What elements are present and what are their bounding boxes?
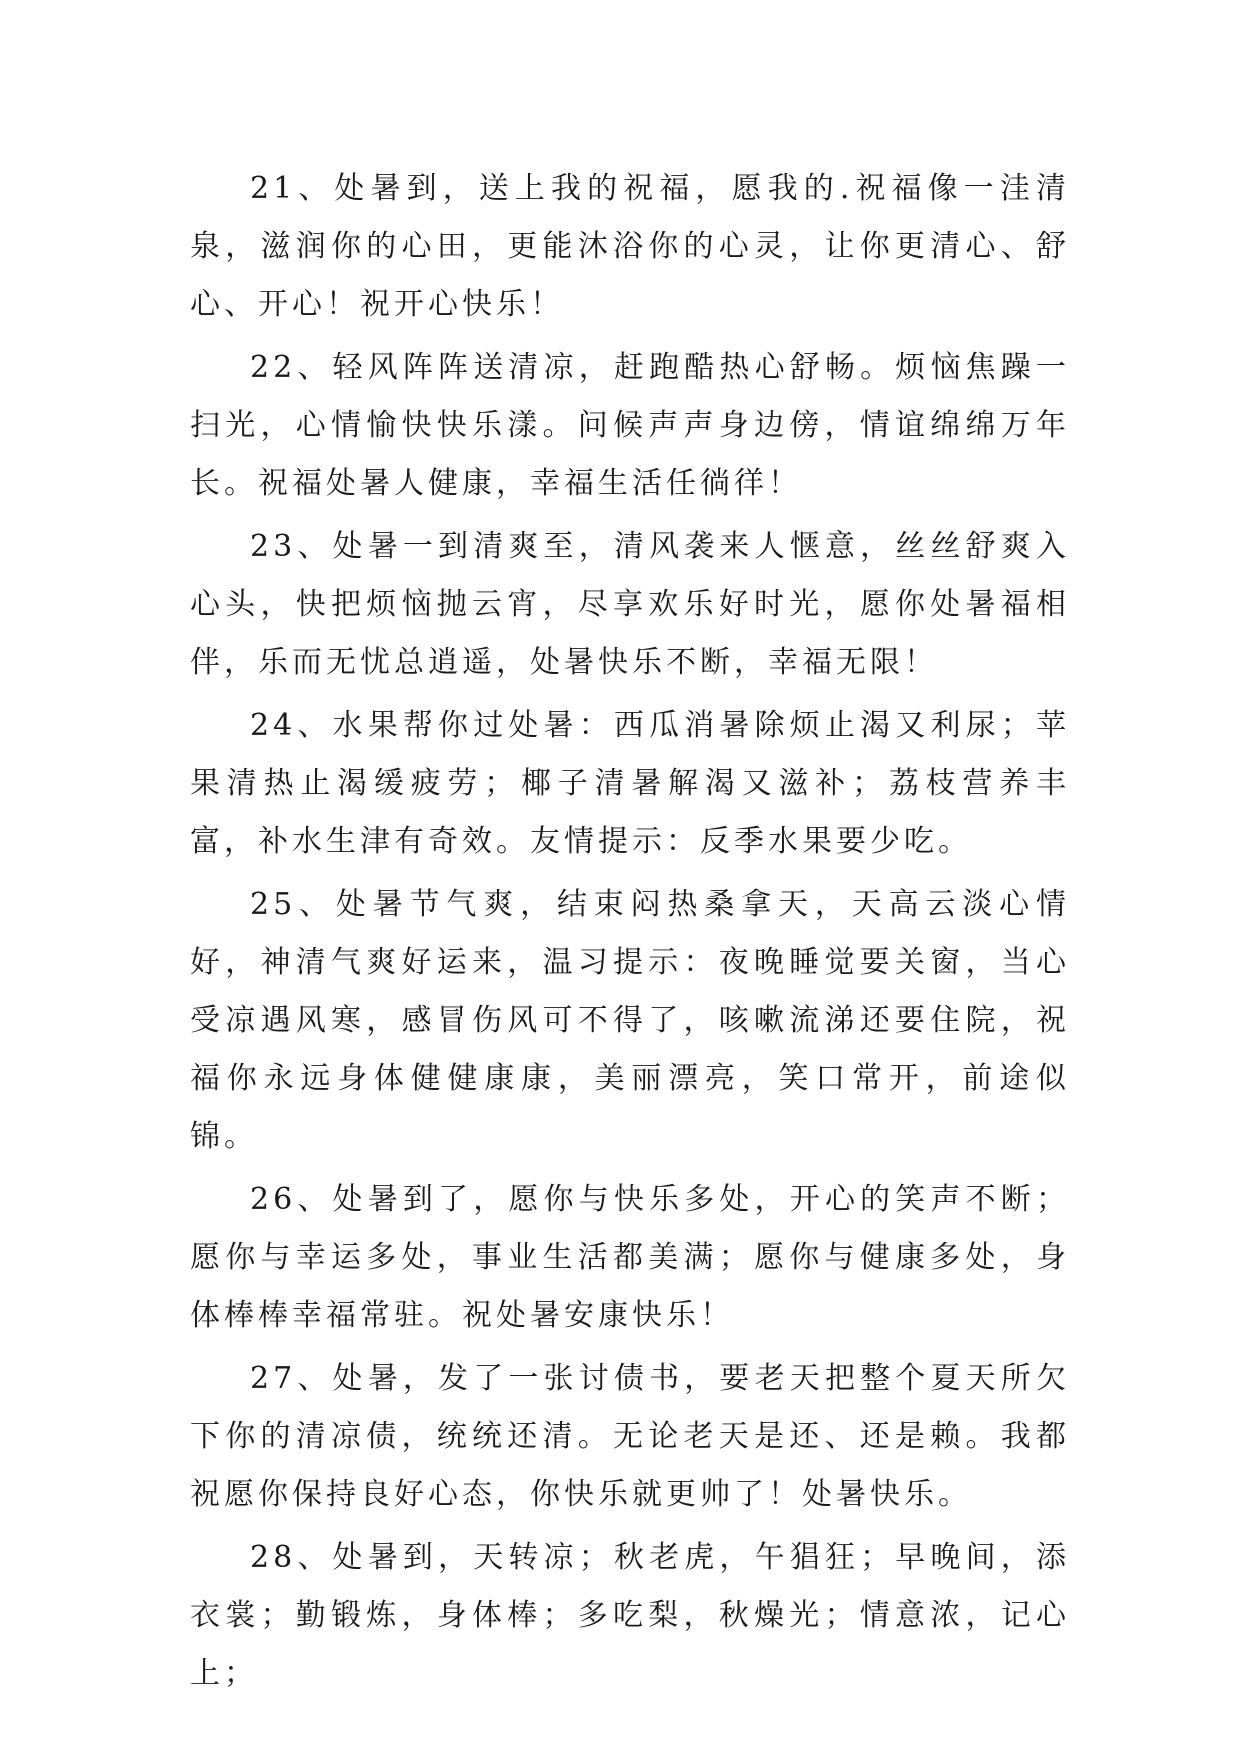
paragraph-21: 21、处暑到，送上我的祝福，愿我的.祝福像一洼清泉，滋润你的心田，更能沐浴你的心灵，让你更清心、舒心、开心！祝开心快乐！ [190,171,1070,322]
paragraph-23: 23、处暑一到清爽至，清风袭来人惬意，丝丝舒爽入心头，快把烦恼抛云宵，尽享欢乐好时光，愿你处暑福相伴，乐而无忧总逍遥，处暑快乐不断，幸福无限！ [190,529,1070,680]
paragraph-22: 22、轻风阵阵送清凉，赶跑酷热心舒畅。烦恼焦躁一扫光，心情愉快快乐漾。问候声声身边傍，情谊绵绵万年长。祝福处暑人健康，幸福生活任徜徉！ [190,350,1070,501]
paragraph-27: 27、处暑，发了一张讨债书，要老天把整个夏天所欠下你的清凉债，统统还清。无论老天是还、还是赖。我都祝愿你保持良好心态，你快乐就更帅了！处暑快乐。 [190,1361,1070,1512]
document-body [190,160,1070,1708]
paragraph-26: 26、处暑到了，愿你与快乐多处，开心的笑声不断；愿你与幸运多处，事业生活都美满；愿你与健康多处，身体棒棒幸福常驻。祝处暑安康快乐！ [190,1182,1070,1333]
paragraph-28: 28、处暑到，天转凉；秋老虎，午猖狂；早晚间，添衣裳；勤锻炼，身体棒；多吃梨，秋燥光；情意浓，记心上； [190,1540,1070,1691]
paragraph-25: 25、处暑节气爽，结束闷热桑拿天，天高云淡心情好，神清气爽好运来，温习提示：夜晚睡觉要关窗，当心受凉遇风寒，感冒伤风可不得了，咳嗽流涕还要住院，祝福你永远身体健健康康，美丽漂亮，笑口常开，前途似锦。 [190,887,1070,1154]
paragraph-24: 24、水果帮你过处暑：西瓜消暑除烦止渴又利尿；苹果清热止渴缓疲劳；椰子清暑解渴又滋补；荔枝营养丰富，补水生津有奇效。友情提示：反季水果要少吃。 [190,708,1070,859]
